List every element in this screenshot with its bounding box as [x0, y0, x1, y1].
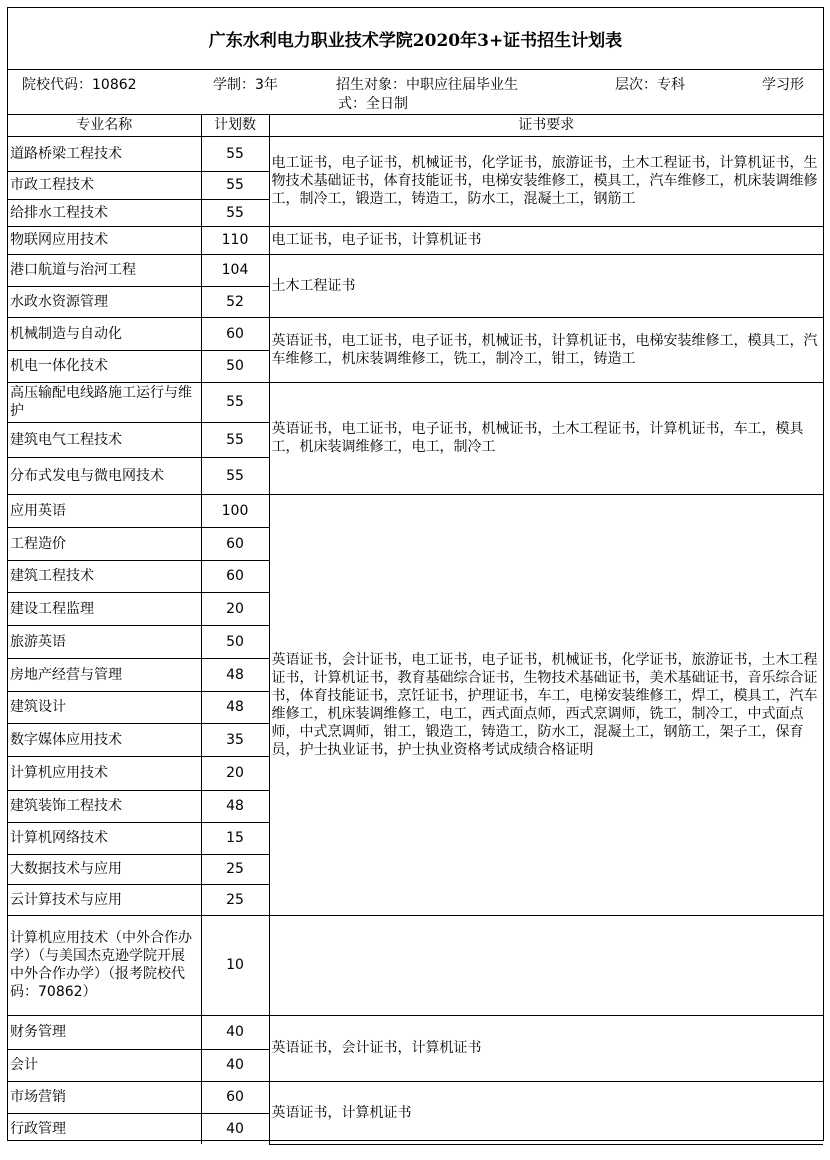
plan-count: 55 — [201, 382, 269, 422]
major-name: 机电一体化技术 — [8, 350, 201, 382]
plan-count: 15 — [201, 822, 269, 854]
table-row — [8, 1015, 823, 1049]
plan-count: 55 — [201, 457, 269, 494]
header-plan: 计划数 — [201, 115, 269, 136]
requirements-cell: 土木工程证书 — [269, 254, 823, 317]
table-row — [8, 382, 823, 422]
major-name: 计算机应用技术（中外合作办学）（与美国杰克逊学院开展中外合作办学）（报考院校代码：70862） — [8, 915, 201, 1015]
plan-count: 20 — [201, 756, 269, 790]
plan-count: 40 — [201, 1015, 269, 1049]
page-title: 广东水利电力职业技术学院2020年3+证书招生计划表 — [8, 8, 823, 70]
plan-count: 25 — [201, 884, 269, 915]
requirements-cell: 英语证书，电工证书，电子证书，机械证书，土木工程证书，计算机证书，车工，模具工，机床装调维修工，电工，制冷工 — [269, 382, 823, 494]
major-name: 数字媒体应用技术 — [8, 723, 201, 756]
major-name: 会计 — [8, 1049, 201, 1081]
plan-count: 60 — [201, 1081, 269, 1113]
plan-count: 55 — [201, 422, 269, 457]
major-name: 云计算技术与应用 — [8, 884, 201, 915]
requirements-cell: 电工证书，电子证书，计算机证书 — [269, 226, 823, 254]
major-name: 计算机网络技术 — [8, 822, 201, 854]
major-name: 高压输配电线路施工运行与维护 — [8, 382, 201, 422]
major-name: 大数据技术与应用 — [8, 854, 201, 884]
plan-count: 55 — [201, 136, 269, 171]
study-form-part2: 式：全日制 — [338, 96, 408, 112]
school-code: 院校代码：10862 — [22, 77, 137, 93]
plan-count: 110 — [201, 226, 269, 254]
plan-count: 10 — [201, 915, 269, 1015]
header-row — [8, 115, 823, 136]
major-name: 建筑设计 — [8, 691, 201, 723]
plan-count: 40 — [201, 1049, 269, 1081]
admission-plan-sheet — [7, 7, 824, 1141]
education-level: 层次：专科 — [615, 77, 685, 93]
major-name: 给排水工程技术 — [8, 199, 201, 226]
table-row — [8, 915, 823, 1015]
major-name: 计算机应用技术 — [8, 756, 201, 790]
plan-count: 52 — [201, 286, 269, 317]
major-name: 机械制造与自动化 — [8, 317, 201, 350]
plan-count: 60 — [201, 560, 269, 592]
major-name: 旅游英语 — [8, 625, 201, 658]
major-name: 分布式发电与微电网技术 — [8, 457, 201, 494]
major-name: 行政管理 — [8, 1113, 201, 1144]
plan-count: 50 — [201, 625, 269, 658]
plan-table — [8, 115, 823, 1145]
plan-count: 20 — [201, 592, 269, 625]
plan-count: 48 — [201, 691, 269, 723]
plan-count: 104 — [201, 254, 269, 286]
table-row — [8, 1081, 823, 1113]
plan-count: 48 — [201, 790, 269, 822]
major-name: 建筑装饰工程技术 — [8, 790, 201, 822]
enrollment-target: 招生对象：中职应往届毕业生 — [336, 77, 518, 93]
plan-count: 60 — [201, 317, 269, 350]
table-row — [8, 226, 823, 254]
header-requirements: 证书要求 — [269, 115, 823, 136]
table-row — [8, 317, 823, 350]
plan-count: 60 — [201, 527, 269, 560]
requirements-cell — [269, 915, 823, 1015]
requirements-cell: 英语证书，会计证书，计算机证书 — [269, 1015, 823, 1081]
requirements-cell: 英语证书，会计证书，电工证书，电子证书，机械证书，化学证书，旅游证书，土木工程证书，计算机证书，教育基础综合证书，生物技术基础证书，美术基础证书，音乐综合证书，体育技能证书，烹饪证书，护理证书，车工，电梯安装维修工，焊工，模具工，汽车维修工，机床装调维修工，电工，西式面点师，西式烹调师，铣工，制冷工，中式面点师，中式烹调师，钳工，锻造工，铸造工，防水工，混凝土工，钢筋工，架子工，保育员，护士执业证书，护士执业资格考试成绩合格证明 — [269, 494, 823, 915]
plan-count: 25 — [201, 854, 269, 884]
requirements-cell: 电工证书，电子证书，机械证书，化学证书，旅游证书，土木工程证书，计算机证书，生物技术基础证书，体育技能证书，电梯安装维修工，模具工，汽车维修工，机床装调维修工，制冷工，锻造工，铸造工，防水工，混凝土工，钢筋工 — [269, 136, 823, 226]
major-name: 工程造价 — [8, 527, 201, 560]
plan-count: 40 — [201, 1113, 269, 1144]
plan-count: 55 — [201, 199, 269, 226]
plan-count: 50 — [201, 350, 269, 382]
major-name: 物联网应用技术 — [8, 226, 201, 254]
major-name: 市政工程技术 — [8, 171, 201, 199]
major-name: 财务管理 — [8, 1015, 201, 1049]
plan-count: 48 — [201, 658, 269, 691]
major-name: 港口航道与治河工程 — [8, 254, 201, 286]
major-name: 水政水资源管理 — [8, 286, 201, 317]
header-major: 专业名称 — [8, 115, 201, 136]
info-row — [8, 70, 823, 115]
major-name: 道路桥梁工程技术 — [8, 136, 201, 171]
table-row — [8, 494, 823, 527]
major-name: 建设工程监理 — [8, 592, 201, 625]
requirements-cell: 英语证书，计算机证书 — [269, 1081, 823, 1144]
plan-count: 100 — [201, 494, 269, 527]
duration: 学制：3年 — [213, 77, 278, 93]
major-name: 应用英语 — [8, 494, 201, 527]
major-name: 市场营销 — [8, 1081, 201, 1113]
table-row — [8, 136, 823, 171]
plan-count: 35 — [201, 723, 269, 756]
requirements-cell: 英语证书，电工证书，电子证书，机械证书，计算机证书，电梯安装维修工，模具工，汽车维修工，机床装调维修工，铣工，制冷工，钳工，铸造工 — [269, 317, 823, 382]
study-form-part1: 学习形 — [762, 77, 804, 93]
plan-count: 55 — [201, 171, 269, 199]
major-name: 建筑电气工程技术 — [8, 422, 201, 457]
major-name: 房地产经营与管理 — [8, 658, 201, 691]
major-name: 建筑工程技术 — [8, 560, 201, 592]
table-row — [8, 254, 823, 286]
